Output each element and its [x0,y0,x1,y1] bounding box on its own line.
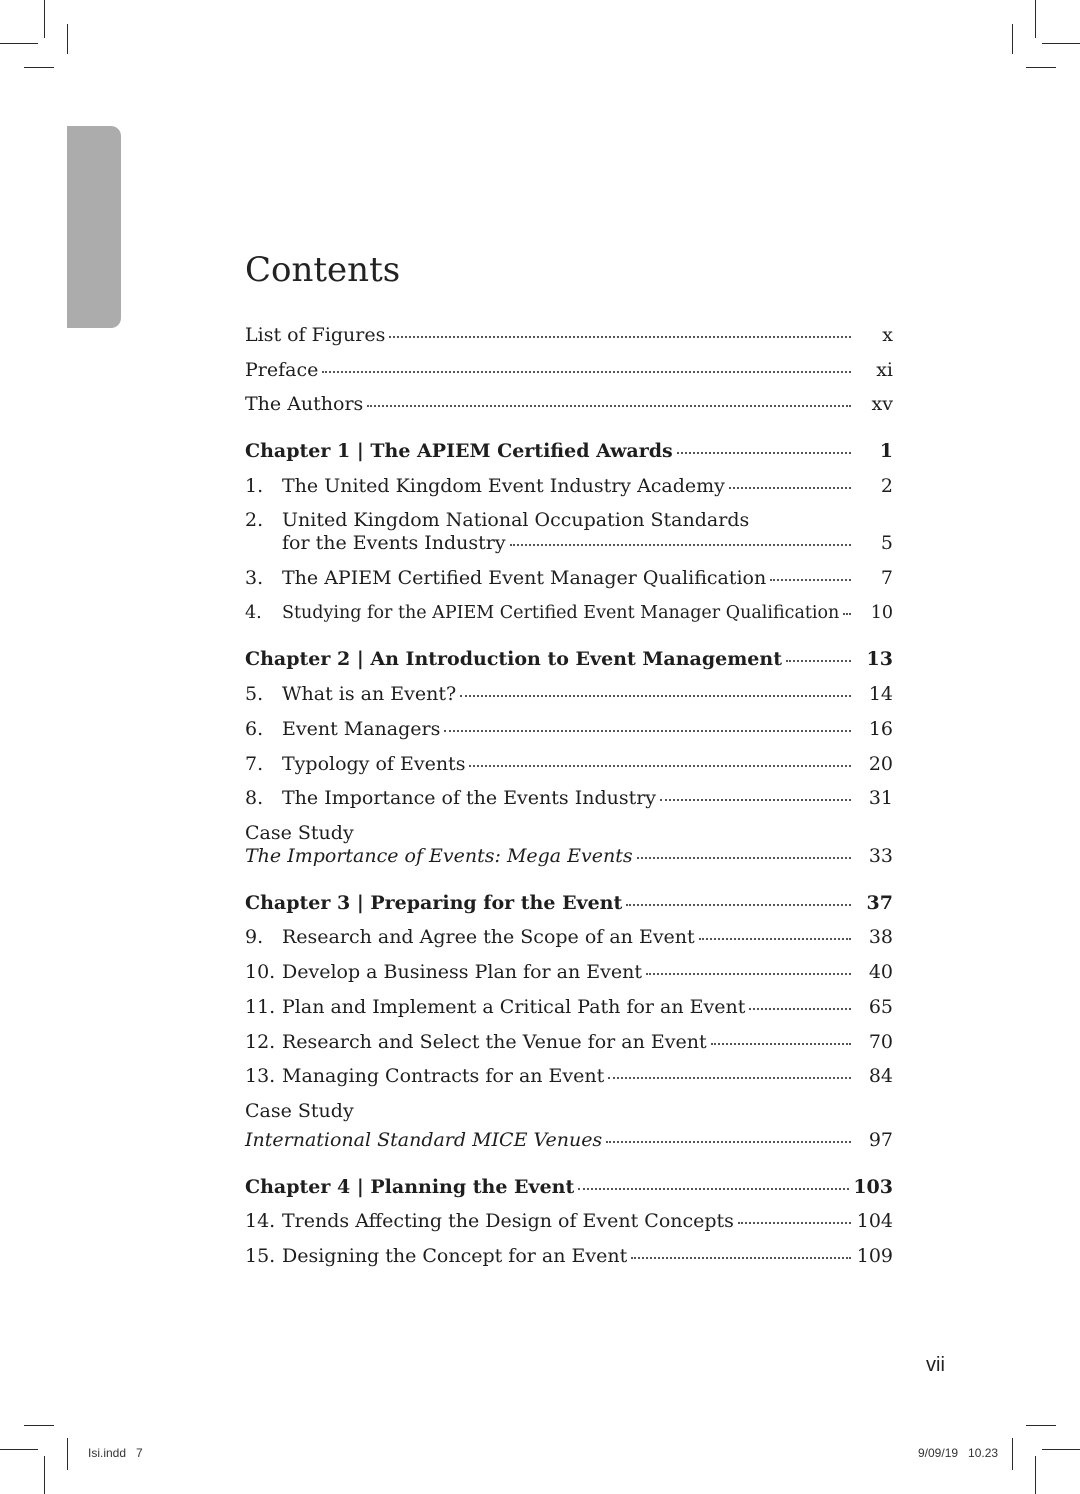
crop-mark [1026,1425,1056,1426]
section-number: 11. [245,996,276,1018]
toc-entry[interactable] [245,600,893,626]
section-number: 6. [245,718,264,740]
toc-entry-label: Managing Contracts for an Event [282,1065,605,1087]
case-study-label: Case Study [245,822,354,844]
chapter-title: Chapter 1 | The APIEM Certified Awards [245,440,673,462]
toc-entry-label: Develop a Business Plan for an Event [282,961,642,983]
case-study-entry[interactable] [245,1127,893,1153]
section-number: 5. [245,683,264,705]
section-number: 1. [245,475,264,497]
toc-page-number: 16 [868,718,893,740]
dot-leader [637,857,851,859]
toc-page-number: 33 [868,845,893,867]
dot-leader [711,1043,851,1045]
dot-leader [460,695,851,697]
toc-entry[interactable] [245,357,893,383]
crop-mark [1042,1449,1080,1450]
toc-entry-label: United Kingdom National Occupation Standards [282,509,750,531]
chapter-heading[interactable] [245,438,893,464]
section-number: 9. [245,926,264,948]
toc-entry[interactable] [245,959,893,985]
toc-page-number: 65 [868,996,893,1018]
chapter-title: Chapter 4 | Planning the Event [245,1176,575,1198]
toc-entry-label: Event Managers [282,718,441,740]
toc-page-number: 20 [868,753,893,775]
toc-page-number: 109 [856,1245,893,1267]
chapter-heading[interactable] [245,890,893,916]
case-study-label: Case Study [245,1100,354,1122]
toc-page-number: 5 [880,532,893,554]
toc-page-number: 70 [868,1031,893,1053]
dot-leader [729,487,851,489]
chapter-heading[interactable] [245,1174,893,1200]
chapter-heading[interactable] [245,646,893,672]
chapter-title: Chapter 2 | An Introduction to Event Management [245,648,782,670]
section-number: 2. [245,509,264,531]
dot-leader [770,579,851,581]
toc-entry-label: for the Events Industry [282,532,506,554]
toc-entry-label: Trends Affecting the Design of Event Concepts [282,1210,734,1232]
case-study-title: International Standard MICE Venues [245,1129,603,1151]
toc-entry[interactable] [245,1063,893,1089]
toc-entry-label: The APIEM Certified Event Manager Qualification [282,567,767,589]
section-number: 15. [245,1245,276,1267]
toc-page-number: 31 [868,787,893,809]
toc-page-number: 7 [880,567,893,589]
toc-entry-label: Designing the Concept for an Event [282,1245,628,1267]
crop-mark [1012,1438,1013,1470]
toc-entry[interactable] [245,924,893,950]
dot-leader [389,336,851,338]
dot-leader [646,973,851,975]
toc-page-number: 13 [866,648,893,670]
dot-leader [699,938,851,940]
toc-page-number: 38 [868,926,893,948]
toc-entry-continuation[interactable] [245,530,893,556]
toc-page-number: 10 [870,603,893,623]
toc-entry-label: The Authors [245,393,364,415]
crop-mark [67,24,68,54]
crop-mark [1035,0,1036,38]
slug-date-time: 9/09/19 10.23 [918,1446,999,1460]
toc-entry[interactable] [245,751,893,777]
toc-entry-label: The United Kingdom Event Industry Academy [282,475,725,497]
section-number: 3. [245,567,264,589]
toc-entry[interactable] [245,785,893,811]
toc-entry-label: Typology of Events [282,753,466,775]
toc-entry-label: Research and Agree the Scope of an Event [282,926,695,948]
dot-leader [608,1077,851,1079]
page-title: Contents [245,250,401,290]
toc-entry[interactable] [245,716,893,742]
folio-page-number: vii [926,1354,945,1376]
section-number: 13. [245,1065,276,1087]
dot-leader [738,1222,851,1224]
dot-leader [322,371,851,373]
dot-leader [677,452,851,454]
chapter-title: Chapter 3 | Preparing for the Event [245,892,623,914]
toc-entry-label: Research and Select the Venue for an Event [282,1031,707,1053]
section-thumb-tab [67,126,121,328]
crop-mark [1035,1456,1036,1494]
dot-leader [786,660,851,662]
crop-mark [24,67,54,68]
dot-leader [367,405,851,407]
toc-page-number: 14 [868,683,893,705]
toc-page-number: 104 [856,1210,893,1232]
toc-entry-label: Plan and Implement a Critical Path for an Event [282,996,746,1018]
toc-entry[interactable] [245,391,893,417]
section-number: 8. [245,787,264,809]
toc-entry[interactable] [245,681,893,707]
toc-page-number: 103 [853,1176,893,1198]
dot-leader [843,613,851,615]
slug-file-info: Isi.indd 7 [88,1446,143,1460]
toc-entry[interactable] [245,1243,893,1269]
toc-entry-label: Studying for the APIEM Certified Event Manager Qualification [282,603,840,623]
dot-leader [626,904,851,906]
toc-page-number: 40 [868,961,893,983]
crop-mark [1042,43,1080,44]
toc-entry[interactable] [245,322,893,348]
dot-leader [510,544,851,546]
toc-entry[interactable] [245,994,893,1020]
toc-page-number: 1 [879,440,893,462]
dot-leader [578,1188,849,1190]
section-number: 4. [245,603,262,623]
dot-leader [444,730,851,732]
toc-entry[interactable] [245,1208,893,1234]
section-number: 12. [245,1031,276,1053]
toc-page-number: 2 [880,475,893,497]
dot-leader [631,1257,851,1259]
toc-page-number: xi [876,359,893,381]
toc-page-number: xv [871,393,893,415]
dot-leader [469,765,851,767]
crop-mark [44,0,45,38]
crop-mark [0,1449,38,1450]
section-number: 7. [245,753,264,775]
crop-mark [1012,24,1013,54]
toc-entry-label: Preface [245,359,319,381]
toc-entry-label: What is an Event? [282,683,457,705]
dot-leader [606,1141,851,1143]
crop-mark [0,43,38,44]
toc-entry-label: List of Figures [245,324,386,346]
crop-mark [24,1425,54,1426]
case-study-title: The Importance of Events: Mega Events [245,845,633,867]
crop-mark [44,1456,45,1494]
case-study-entry[interactable] [245,843,893,869]
section-number: 10. [245,961,276,983]
toc-entry-label: The Importance of the Events Industry [282,787,657,809]
toc-page-number: 84 [868,1065,893,1087]
toc-entry[interactable] [245,473,893,499]
toc-entry[interactable] [245,565,893,591]
crop-mark [67,1438,68,1470]
toc-page-number: 97 [868,1129,893,1151]
section-number: 14. [245,1210,276,1232]
toc-page-number: x [882,324,893,346]
dot-leader [749,1008,851,1010]
toc-entry[interactable] [245,1029,893,1055]
crop-mark [1026,67,1056,68]
toc-page-number: 37 [866,892,893,914]
dot-leader [660,799,851,801]
